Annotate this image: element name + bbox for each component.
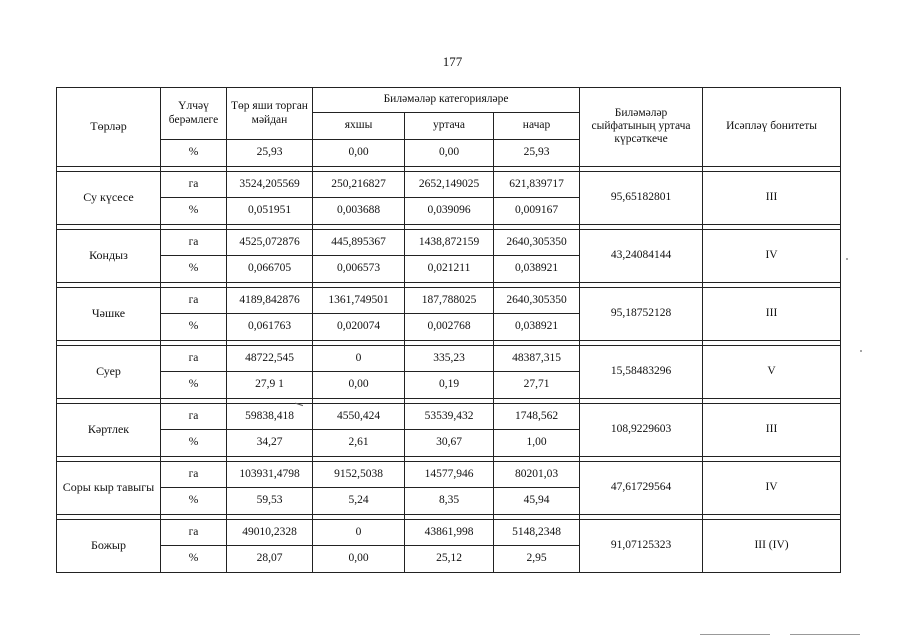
species-row <box>57 345 841 372</box>
cell-poor: 0,009167 <box>494 198 580 225</box>
header-poor: начар <box>494 113 580 140</box>
cell-poor: 1748,562 <box>494 403 580 430</box>
species-avg-index: 95,65182801 <box>580 171 703 224</box>
cell-poor: 45,94 <box>494 488 580 515</box>
cell-good: 0 <box>313 519 405 546</box>
cell-unit: га <box>161 345 227 372</box>
cell-good: 0,003688 <box>313 198 405 225</box>
cell-medium: 43861,998 <box>405 519 494 546</box>
species-bonitet: III <box>703 287 841 340</box>
header-row <box>57 88 841 113</box>
cell-medium: 30,67 <box>405 430 494 457</box>
percent-row-unit: % <box>161 140 227 167</box>
cell-good: 9152,5038 <box>313 461 405 488</box>
cell-unit: га <box>161 229 227 256</box>
cell-unit: га <box>161 287 227 314</box>
cell-unit: % <box>161 198 227 225</box>
cell-poor: 1,00 <box>494 430 580 457</box>
cell-area: 34,27 <box>227 430 313 457</box>
page-number: 177 <box>442 54 463 69</box>
species-name: Соры кыр тавыгы <box>57 461 161 514</box>
cell-area: 4189,842876 <box>227 287 313 314</box>
cell-unit: % <box>161 372 227 399</box>
species-bonitet: IV <box>703 229 841 282</box>
species-avg-index: 91,07125323 <box>580 519 703 572</box>
cell-poor: 0,038921 <box>494 256 580 283</box>
cell-medium: 187,788025 <box>405 287 494 314</box>
cell-good: 1361,749501 <box>313 287 405 314</box>
cell-unit: % <box>161 430 227 457</box>
cell-medium: 1438,872159 <box>405 229 494 256</box>
cell-unit: % <box>161 256 227 283</box>
species-habitat-table <box>56 87 841 573</box>
species-row <box>57 229 841 256</box>
margin-dot <box>860 350 862 352</box>
cell-unit: га <box>161 461 227 488</box>
cell-medium: 25,12 <box>405 546 494 573</box>
species-avg-index: 95,18752128 <box>580 287 703 340</box>
cell-unit: га <box>161 171 227 198</box>
header-area: Төр яши торган мәйдан <box>227 88 313 140</box>
percent-row-medium: 0,00 <box>405 140 494 167</box>
cell-good: 0,006573 <box>313 256 405 283</box>
cell-medium: 2652,149025 <box>405 171 494 198</box>
margin-dot <box>846 258 848 260</box>
cell-medium: 14577,946 <box>405 461 494 488</box>
species-bonitet: V <box>703 345 841 398</box>
species-row <box>57 287 841 314</box>
cell-good: 5,24 <box>313 488 405 515</box>
cell-area: 28,07 <box>227 546 313 573</box>
header-avg-index: Биләмәләр сыйфатының уртача күрсәткече <box>580 88 703 167</box>
species-row <box>57 519 841 546</box>
cell-medium: 8,35 <box>405 488 494 515</box>
cell-unit: га <box>161 519 227 546</box>
cell-area: 3524,205569 <box>227 171 313 198</box>
cell-area: 59,53 <box>227 488 313 515</box>
cell-medium: 0,021211 <box>405 256 494 283</box>
cell-area: 59838,418 <box>227 403 313 430</box>
cell-good: 0,00 <box>313 372 405 399</box>
species-bonitet: IV <box>703 461 841 514</box>
species-bonitet: III <box>703 171 841 224</box>
cell-good: 250,216827 <box>313 171 405 198</box>
species-row <box>57 171 841 198</box>
header-medium: уртача <box>405 113 494 140</box>
cell-poor: 2640,305350 <box>494 229 580 256</box>
species-name: Су күсесе <box>57 171 161 224</box>
cell-poor: 2640,305350 <box>494 287 580 314</box>
cell-good: 4550,424 <box>313 403 405 430</box>
cell-good: 0,00 <box>313 546 405 573</box>
cell-area: 0,061763 <box>227 314 313 341</box>
cell-good: 445,895367 <box>313 229 405 256</box>
cell-area: 4525,072876 <box>227 229 313 256</box>
cell-area: 0,066705 <box>227 256 313 283</box>
cell-area: 27,9 1 <box>227 372 313 399</box>
cell-area: 48722,545 <box>227 345 313 372</box>
cell-unit: га <box>161 403 227 430</box>
cell-area: 0,051951 <box>227 198 313 225</box>
percent-row-poor: 25,93 <box>494 140 580 167</box>
species-avg-index: 43,24084144 <box>580 229 703 282</box>
species-row <box>57 403 841 430</box>
species-bonitet: III (IV) <box>703 519 841 572</box>
cell-medium: 335,23 <box>405 345 494 372</box>
cell-unit: % <box>161 314 227 341</box>
footer-scan-line <box>790 634 860 635</box>
cell-good: 2,61 <box>313 430 405 457</box>
cell-medium: 53539,432 <box>405 403 494 430</box>
species-row <box>57 461 841 488</box>
cell-poor: 27,71 <box>494 372 580 399</box>
cell-poor: 621,839717 <box>494 171 580 198</box>
species-avg-index: 47,61729564 <box>580 461 703 514</box>
species-avg-index: 108,9229603 <box>580 403 703 456</box>
cell-area: 49010,2328 <box>227 519 313 546</box>
cell-medium: 0,19 <box>405 372 494 399</box>
species-name: Кондыз <box>57 229 161 282</box>
species-name: Кәртлек <box>57 403 161 456</box>
cell-poor: 80201,03 <box>494 461 580 488</box>
cell-poor: 2,95 <box>494 546 580 573</box>
cell-unit: % <box>161 546 227 573</box>
species-avg-index: 15,58483296 <box>580 345 703 398</box>
cell-poor: 5148,2348 <box>494 519 580 546</box>
cell-poor: 48387,315 <box>494 345 580 372</box>
cell-medium: 0,039096 <box>405 198 494 225</box>
header-good: яхшы <box>313 113 405 140</box>
cell-area: 103931,4798 <box>227 461 313 488</box>
cell-unit: % <box>161 488 227 515</box>
species-name: Чәшке <box>57 287 161 340</box>
cell-medium: 0,002768 <box>405 314 494 341</box>
header-unit: Үлчәү берәмлеге <box>161 88 227 140</box>
cell-poor: 0,038921 <box>494 314 580 341</box>
cell-good: 0 <box>313 345 405 372</box>
percent-row-area: 25,93 <box>227 140 313 167</box>
header-types: Төрләр <box>57 88 161 167</box>
percent-row-good: 0,00 <box>313 140 405 167</box>
cell-good: 0,020074 <box>313 314 405 341</box>
species-name: Суер <box>57 345 161 398</box>
header-bonitet: Исәпләү бонитеты <box>703 88 841 167</box>
footer-scan-line <box>700 634 770 635</box>
species-bonitet: III <box>703 403 841 456</box>
header-categories: Биләмәләр категорияләре <box>313 88 580 113</box>
species-name: Божыр <box>57 519 161 572</box>
